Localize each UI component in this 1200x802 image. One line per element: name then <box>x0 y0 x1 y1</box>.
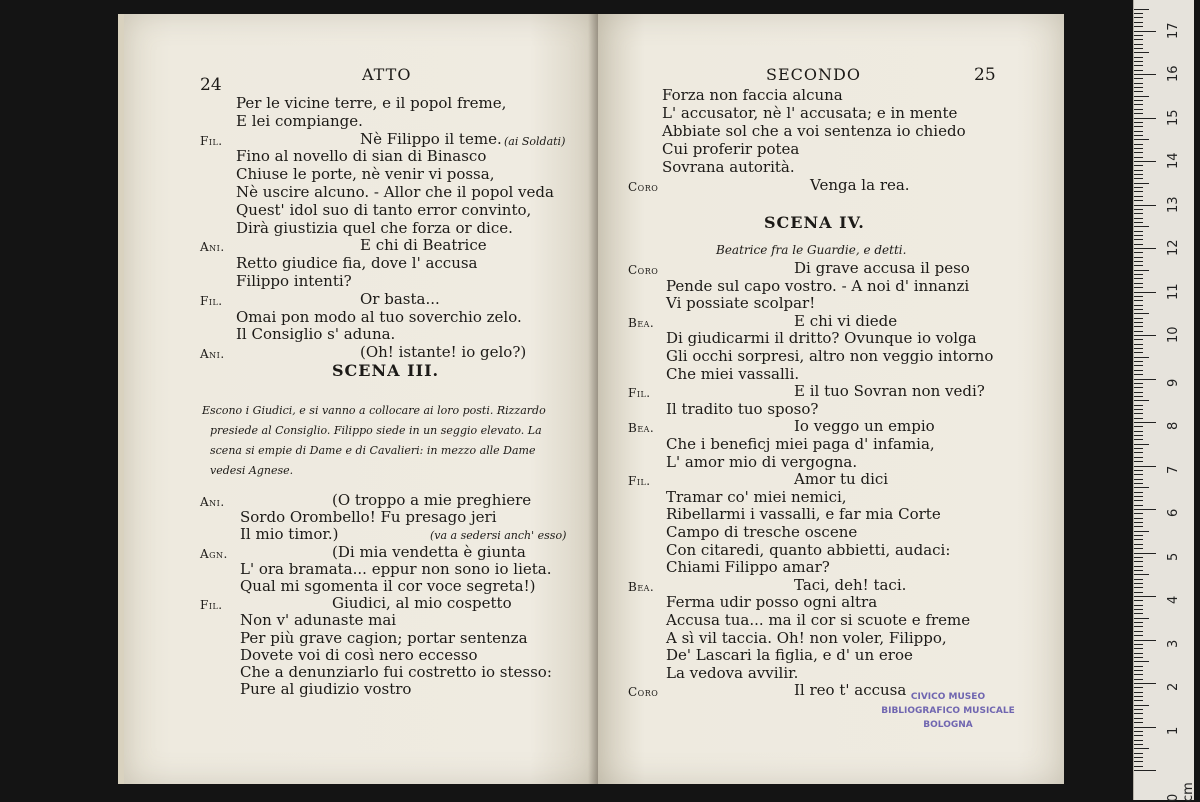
ruler-tick <box>1134 583 1143 584</box>
ruler-tick <box>1134 387 1143 388</box>
ruler-tick <box>1134 609 1143 610</box>
ruler-tick <box>1134 605 1143 606</box>
ruler-tick <box>1134 374 1143 375</box>
ruler-tick <box>1134 339 1143 340</box>
verse-line: Pure al giudizio vostro <box>240 680 412 699</box>
ruler-tick <box>1134 640 1156 641</box>
ruler-tick <box>1134 135 1143 136</box>
ruler-number: 0 cm <box>1166 782 1196 802</box>
ruler-tick <box>1134 592 1143 593</box>
ruler-number: 8 <box>1166 421 1181 430</box>
ruler-tick <box>1134 252 1143 253</box>
ruler-tick <box>1134 692 1143 693</box>
verse-line: Pende sul capo vostro. - A noi d' innanzi <box>666 276 970 295</box>
ruler-number: 14 <box>1166 152 1181 169</box>
verse-line: La vedova avvilir. <box>666 663 799 682</box>
verse-line: E chi vi diede <box>794 311 898 330</box>
ruler-tick <box>1134 587 1143 588</box>
ruler-tick <box>1134 544 1143 545</box>
speaker-label: Bea. <box>628 315 655 330</box>
ruler-tick <box>1134 226 1149 227</box>
verse-line: Vi possiate scolpar! <box>666 294 816 313</box>
ruler-tick <box>1134 700 1143 701</box>
verse-line: Che miei vassalli. <box>666 364 800 383</box>
speaker-label: Coro <box>628 685 659 700</box>
ruler-tick <box>1134 39 1143 40</box>
verse-line: Taci, deh! taci. <box>794 575 907 594</box>
ruler-number: 12 <box>1166 239 1181 256</box>
verse-line: Nè uscire alcuno. - Allor che il popol veda <box>236 183 554 201</box>
ruler-tick <box>1134 405 1143 406</box>
ruler-tick <box>1134 574 1149 575</box>
ruler-tick <box>1134 457 1143 458</box>
verse-line: Accusa tua... ma il cor si scuote e freme <box>666 611 971 629</box>
stage-aside: (ai Soldati) <box>504 135 566 148</box>
ruler-tick <box>1134 309 1143 310</box>
ruler-tick <box>1134 661 1149 662</box>
ruler-tick <box>1134 396 1143 397</box>
ruler-tick <box>1134 344 1143 345</box>
stamp-line: BIBLIOGRAFICO MUSICALE <box>881 706 1015 716</box>
ruler-tick <box>1134 526 1143 527</box>
scene-title: SCENA III. <box>332 361 440 380</box>
ruler-tick <box>1134 505 1143 506</box>
ruler-tick <box>1134 674 1143 675</box>
ruler-tick <box>1134 61 1143 62</box>
verse-line: Per le vicine terre, e il popol freme, <box>236 94 507 112</box>
ruler-tick <box>1134 492 1143 493</box>
verse-line: Cui proferir potea <box>662 140 800 158</box>
verse-line: Ferma udir posso ogni altra <box>666 593 878 612</box>
ruler-tick <box>1134 613 1143 614</box>
measuring-ruler <box>1133 0 1194 800</box>
verse-line: E lei compiange. <box>236 111 363 130</box>
ruler-tick <box>1134 470 1143 471</box>
ruler-tick <box>1134 696 1143 697</box>
ruler-number: 13 <box>1166 195 1181 213</box>
speaker-label: Fil. <box>200 598 223 613</box>
verse-line: Non v' adunaste mai <box>240 611 397 630</box>
ruler-tick <box>1134 131 1143 132</box>
ruler-tick <box>1134 248 1156 249</box>
ruler-tick <box>1134 439 1143 440</box>
ruler-number: 9 <box>1166 378 1181 387</box>
verse-line: Il mio timor.) <box>240 525 339 544</box>
ruler-tick <box>1134 22 1143 23</box>
ruler-tick <box>1134 91 1143 92</box>
ruler-tick <box>1134 174 1143 175</box>
ruler-tick <box>1134 235 1143 236</box>
verse-line: Giudici, al mio cospetto <box>332 594 512 613</box>
ruler-tick <box>1134 431 1143 432</box>
ruler-tick <box>1134 261 1143 262</box>
verse-line: A sì vil taccia. Oh! non voler, Filippo, <box>666 628 947 647</box>
ruler-tick <box>1134 748 1149 749</box>
ruler-tick <box>1134 139 1149 140</box>
ruler-tick <box>1134 205 1156 206</box>
ruler-tick <box>1134 244 1143 245</box>
verse-line: Sovrana autorità. <box>662 158 795 176</box>
speaker-label: Fil. <box>200 133 223 148</box>
verse-line: Dovete voi di così nero eccesso <box>240 645 478 664</box>
verse-line: Nè Filippo il teme. <box>360 129 502 148</box>
verse-line: Che i beneficj miei paga d' infamia, <box>666 435 935 453</box>
ruler-tick <box>1134 513 1143 514</box>
stage-direction-line: presiede al Consiglio. Filippo siede in un seggio elevato. La <box>210 424 542 437</box>
verse-line: Omai pon modo al tuo soverchio zelo. <box>236 307 522 326</box>
ruler-tick <box>1134 13 1143 14</box>
ruler-tick <box>1134 379 1156 380</box>
ruler-tick <box>1134 35 1143 36</box>
ruler-tick <box>1134 361 1143 362</box>
ruler-tick <box>1134 74 1156 75</box>
ruler-tick <box>1134 626 1143 627</box>
ruler-tick <box>1134 65 1143 66</box>
ruler-tick <box>1134 213 1143 214</box>
verse-line: Fino al novello di sian di Binasco <box>236 147 487 166</box>
speaker-label: Coro <box>628 263 659 277</box>
ruler-tick <box>1134 331 1143 332</box>
ruler-tick <box>1134 670 1143 671</box>
ruler-tick <box>1134 365 1143 366</box>
stamp-line: CIVICO MUSEO <box>910 692 986 702</box>
ruler-tick <box>1134 535 1143 536</box>
ruler-tick <box>1134 487 1149 488</box>
ruler-number: 6 <box>1166 508 1181 517</box>
ruler-tick <box>1134 257 1143 258</box>
ruler-tick <box>1134 770 1156 771</box>
page-number: 25 <box>974 65 996 85</box>
verse-line: L' amor mio di vergogna. <box>666 452 858 471</box>
ruler-tick <box>1134 239 1143 240</box>
verse-line: Chiami Filippo amar? <box>666 558 830 577</box>
ruler-tick <box>1134 496 1143 497</box>
ruler-tick <box>1134 113 1143 114</box>
ruler-tick <box>1134 296 1143 297</box>
ruler-tick <box>1134 322 1143 323</box>
open-book <box>118 14 1064 784</box>
ruler-tick <box>1134 292 1156 293</box>
ruler-tick <box>1134 48 1143 49</box>
ruler-tick <box>1134 709 1143 710</box>
verse-line: Retto giudice fia, dove l' accusa <box>236 254 478 273</box>
stage-direction-line: scena si empie di Dame e di Cavalieri: in mezzo alle Dame <box>210 444 536 457</box>
ruler-tick <box>1134 466 1156 467</box>
ruler-tick <box>1134 474 1143 475</box>
verse-line: (Di mia vendetta è giunta <box>332 542 526 561</box>
verse-line: (Oh! istante! io gelo?) <box>360 343 527 362</box>
ruler-tick <box>1134 287 1143 288</box>
ruler-number: 16 <box>1166 65 1181 82</box>
ruler-tick <box>1134 326 1143 327</box>
ruler-tick <box>1134 313 1149 314</box>
stage-direction-line: vedesi Agnese. <box>210 464 294 477</box>
ruler-tick <box>1134 483 1143 484</box>
ruler-tick <box>1134 44 1143 45</box>
ruler-tick <box>1134 500 1143 501</box>
verse-line: E il tuo Sovran non vedi? <box>794 382 985 401</box>
ruler-number: 5 <box>1166 552 1181 561</box>
ruler-tick <box>1134 644 1143 645</box>
speaker-label: Ani. <box>200 347 225 362</box>
verse-line: Io veggo un empio <box>794 417 935 436</box>
running-head: ATTO <box>362 65 412 84</box>
ruler-tick <box>1134 52 1149 53</box>
ruler-tick <box>1134 518 1143 519</box>
ruler-tick <box>1134 70 1143 71</box>
ruler-tick <box>1134 509 1156 510</box>
ruler-tick <box>1134 539 1143 540</box>
ruler-tick <box>1134 178 1143 179</box>
verse-line: Amor tu dici <box>794 470 889 489</box>
ruler-tick <box>1134 161 1156 162</box>
ruler-tick <box>1134 744 1143 745</box>
ruler-tick <box>1134 566 1143 567</box>
speaker-label: Fil. <box>628 474 651 489</box>
ruler-tick <box>1134 418 1143 419</box>
ruler-tick <box>1134 78 1143 79</box>
ruler-tick <box>1134 753 1143 754</box>
verse-line: Di giudicarmi il dritto? Ovunque io volga <box>666 329 977 348</box>
ruler-tick <box>1134 479 1143 480</box>
ruler-tick <box>1134 422 1156 423</box>
ruler-tick <box>1134 740 1143 741</box>
ruler-number: 4 <box>1166 595 1181 604</box>
ruler-tick <box>1134 561 1143 562</box>
verse-line: Venga la rea. <box>810 176 910 194</box>
stage-direction-line: Escono i Giudici, e si vanno a collocare ai loro posti. Rizzardo <box>202 404 546 417</box>
library-stamp <box>873 690 1023 732</box>
ruler-tick <box>1134 618 1149 619</box>
verse-line: Chiuse le porte, nè venir vi possa, <box>236 165 495 184</box>
ruler-tick <box>1134 152 1143 153</box>
ruler-tick <box>1134 596 1156 597</box>
ruler-tick <box>1134 383 1143 384</box>
verse-line: Sordo Orombello! Fu presago jeri <box>240 508 497 527</box>
ruler-tick <box>1134 118 1156 119</box>
ruler-tick <box>1134 126 1143 127</box>
ruler-tick <box>1134 718 1143 719</box>
ruler-tick <box>1134 157 1143 158</box>
verse-line: Tramar co' miei nemici, <box>666 487 847 506</box>
ruler-number: 11 <box>1166 282 1181 300</box>
ruler-tick <box>1134 318 1143 319</box>
ruler-tick <box>1134 109 1143 110</box>
ruler-number: 15 <box>1166 108 1181 126</box>
ruler-tick <box>1134 435 1143 436</box>
ruler-tick <box>1134 122 1143 123</box>
ruler-tick <box>1134 196 1143 197</box>
verse-line: Forza non faccia alcuna <box>662 86 843 104</box>
ruler-tick <box>1134 766 1143 767</box>
ruler-number: 10 <box>1166 326 1181 343</box>
stage-aside: (va a sedersi anch' esso) <box>430 529 567 542</box>
left-page <box>118 14 602 784</box>
ruler-tick <box>1134 679 1143 680</box>
verse-line: Or basta... <box>360 289 440 308</box>
ruler-tick <box>1134 57 1143 58</box>
ruler-tick <box>1134 100 1143 101</box>
ruler-tick <box>1134 170 1143 171</box>
verse-line: Campo di tresche oscene <box>666 523 858 541</box>
verse-line: Il reo t' accusa <box>794 681 907 700</box>
ruler-number: 7 <box>1166 465 1181 474</box>
ruler-tick <box>1134 553 1156 554</box>
stage-direction: Beatrice fra le Guardie, e detti. <box>716 243 907 257</box>
ruler-tick <box>1134 666 1143 667</box>
ruler-tick <box>1134 187 1143 188</box>
verse-line: Il Consiglio s' aduna. <box>236 325 396 344</box>
ruler-tick <box>1134 218 1143 219</box>
speaker-label: Fil. <box>200 293 223 308</box>
ruler-tick <box>1134 283 1143 284</box>
verse-line: Dirà giustizia quel che forza or dice. <box>236 218 513 237</box>
ruler-tick <box>1134 31 1156 32</box>
ruler-tick <box>1134 183 1149 184</box>
ruler-tick <box>1134 409 1143 410</box>
verse-line: L' accusator, nè l' accusata; e in mente <box>662 104 958 122</box>
ruler-tick <box>1134 687 1143 688</box>
speaker-label: Fil. <box>628 386 651 401</box>
ruler-tick <box>1134 557 1143 558</box>
ruler-tick <box>1134 731 1143 732</box>
ruler-tick <box>1134 579 1143 580</box>
running-head: SECONDO <box>766 65 861 84</box>
ruler-tick <box>1134 209 1143 210</box>
ruler-tick <box>1134 570 1143 571</box>
ruler-tick <box>1134 335 1156 336</box>
ruler-tick <box>1134 300 1143 301</box>
verse-line: Con citaredi, quanto abbietti, audaci: <box>666 540 951 559</box>
page-number: 24 <box>200 75 222 95</box>
ruler-tick <box>1134 357 1149 358</box>
ruler-tick <box>1134 657 1143 658</box>
ruler-tick <box>1134 17 1143 18</box>
ruler-tick <box>1134 648 1143 649</box>
ruler-tick <box>1134 278 1143 279</box>
right-page <box>598 14 1064 784</box>
ruler-tick <box>1134 761 1143 762</box>
ruler-tick <box>1134 148 1143 149</box>
verse-line: Quest' idol suo di tanto error convinto, <box>236 200 532 219</box>
verse-line: Che a denunziarlo fui costretto io stesso: <box>240 663 552 681</box>
ruler-tick <box>1134 600 1143 601</box>
verse-line: Filippo intenti? <box>236 272 352 290</box>
verse-line: Ribellarmi i vassalli, e far mia Corte <box>666 505 941 524</box>
verse-line: De' Lascari la figlia, e d' un eroe <box>666 646 913 665</box>
verse-line: E chi di Beatrice <box>360 236 487 255</box>
ruler-number: 3 <box>1166 639 1181 648</box>
ruler-tick <box>1134 426 1143 427</box>
ruler-tick <box>1134 683 1156 684</box>
scene-title: SCENA IV. <box>764 213 865 232</box>
ruler-tick <box>1134 26 1143 27</box>
speaker-label: Ani. <box>200 495 225 509</box>
verse-line: L' ora bramata... eppur non sono io lieta. <box>240 559 552 578</box>
ruler-tick <box>1134 631 1143 632</box>
verse-line: Abbiate sol che a voi sentenza io chiedo <box>662 122 966 140</box>
ruler-tick <box>1134 722 1143 723</box>
verse-line: Di grave accusa il peso <box>794 259 970 277</box>
ruler-tick <box>1134 352 1143 353</box>
ruler-tick <box>1134 87 1143 88</box>
ruler-tick <box>1134 83 1143 84</box>
stamp-line: BOLOGNA <box>923 720 973 730</box>
verse-line: Il tradito tuo sposo? <box>666 399 819 418</box>
ruler-tick <box>1134 274 1143 275</box>
ruler-tick <box>1134 370 1143 371</box>
ruler-tick <box>1134 392 1143 393</box>
speaker-label: Coro <box>628 180 659 194</box>
verse-line: Qual mi sgomenta il cor voce segreta!) <box>240 577 536 595</box>
ruler-tick <box>1134 165 1143 166</box>
ruler-tick <box>1134 735 1143 736</box>
ruler-tick <box>1134 452 1143 453</box>
ruler-tick <box>1134 104 1143 105</box>
ruler-tick <box>1134 727 1156 728</box>
ruler-tick <box>1134 622 1143 623</box>
speaker-label: Bea. <box>628 579 655 594</box>
ruler-tick <box>1134 265 1143 266</box>
ruler-tick <box>1134 231 1143 232</box>
ruler-tick <box>1134 653 1143 654</box>
ruler-tick <box>1134 413 1143 414</box>
ruler-tick <box>1134 9 1149 10</box>
ruler-tick <box>1134 705 1149 706</box>
ruler-tick <box>1134 96 1149 97</box>
ruler-tick <box>1134 713 1143 714</box>
ruler-tick <box>1134 270 1149 271</box>
ruler-tick <box>1134 522 1143 523</box>
speaker-label: Ani. <box>200 240 225 255</box>
ruler-tick <box>1134 635 1143 636</box>
ruler-tick <box>1134 757 1143 758</box>
ruler-tick <box>1134 191 1143 192</box>
ruler-number: 2 <box>1166 682 1181 691</box>
verse-line: (O troppo a mie preghiere <box>332 491 532 509</box>
ruler-tick <box>1134 348 1143 349</box>
ruler-tick <box>1134 200 1143 201</box>
ruler-tick <box>1134 531 1149 532</box>
ruler-tick <box>1134 144 1143 145</box>
ruler-number: 1 <box>1166 726 1181 735</box>
verse-line: Per più grave cagion; portar sentenza <box>240 628 528 647</box>
ruler-tick <box>1134 444 1149 445</box>
speaker-label: Agn. <box>200 546 228 561</box>
ruler-tick <box>1134 222 1143 223</box>
verse-line: Gli occhi sorpresi, altro non veggio intorno <box>666 347 994 365</box>
ruler-tick <box>1134 548 1143 549</box>
ruler-tick <box>1134 448 1143 449</box>
ruler-number: 17 <box>1166 21 1181 39</box>
ruler-tick <box>1134 461 1143 462</box>
speaker-label: Bea. <box>628 421 655 436</box>
ruler-tick <box>1134 305 1143 306</box>
ruler-tick <box>1134 400 1149 401</box>
